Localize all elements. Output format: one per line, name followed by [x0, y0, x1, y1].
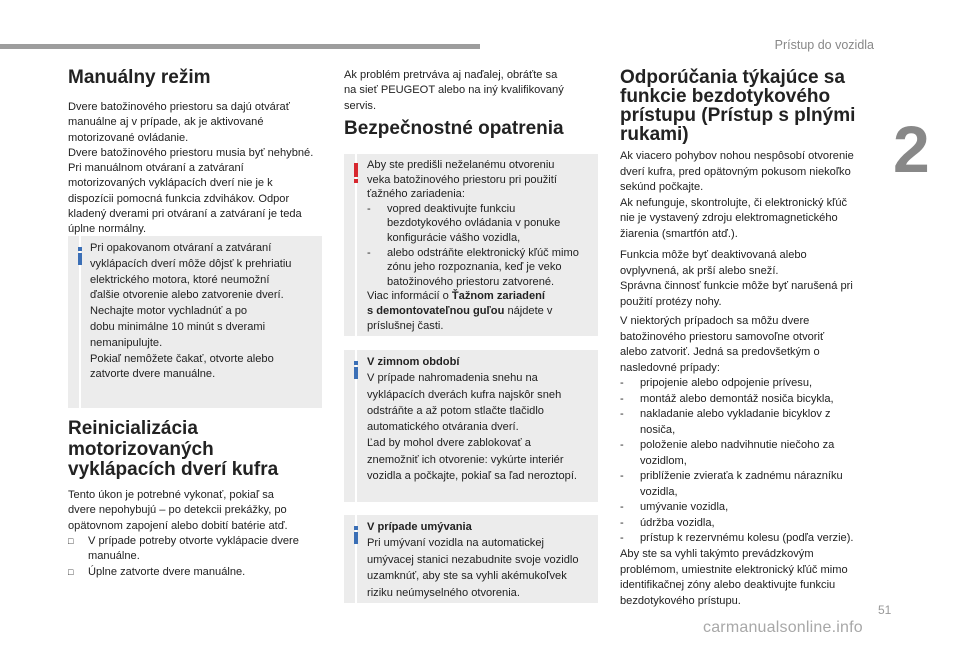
text-line: Nechajte motor vychladnúť a po [90, 305, 248, 318]
info-icon [77, 247, 83, 265]
text-line: vyklápacích dverí kufra [68, 459, 279, 481]
recommend-text-1 [620, 149, 882, 242]
info-icon [353, 526, 359, 544]
text-line: Tento úkon je potrebné vykonať, pokiaľ sa [68, 489, 274, 501]
text-line: Pri manuálnom otváraní a zatváraní [68, 162, 244, 175]
contact-text [344, 68, 598, 114]
winter-title: V zimnom období [367, 356, 460, 368]
list-marker: - [367, 202, 371, 215]
reinit-bullets [68, 534, 330, 580]
list-marker: - [367, 246, 371, 259]
text-line: sekúnd počkajte. [620, 181, 704, 193]
text-line: funkcie bezdotykového [620, 86, 831, 107]
warning-box-towbar [344, 154, 598, 336]
text-line: manuálne aj v prípade, ak je aktivované [68, 116, 264, 129]
text-line: motorizované ovládanie. [68, 131, 189, 144]
wash-title: V prípade umývania [367, 521, 472, 533]
text-line: umývacej stanici nezabudnite svoje vozidlo [367, 553, 579, 566]
text-line: veka batožinového priestoru pri použití [367, 173, 557, 186]
recommend-list [620, 376, 882, 547]
text-line: Pri opakovanom otváraní a zatváraní [90, 242, 272, 254]
watermark: carmanualsonline.info [703, 619, 863, 636]
recommend-text-4 [620, 547, 882, 609]
list-item-line: pripojenie alebo odpojenie prívesu, [640, 377, 813, 389]
list-item [620, 407, 882, 438]
text-line: alebo zatvoriť. Jedná sa predovšetkým o [620, 346, 820, 358]
text-line: uzamknúť, aby ste sa vyhli akémukoľvek [367, 570, 567, 583]
list-item-line: V prípade potreby otvorte vyklápacie dvere [88, 535, 299, 547]
text-line: Ak viacero pohybov nohou nespôsobí otvorenie [620, 150, 854, 162]
list-item [620, 438, 882, 469]
text-line: Dvere batožinového priestoru sa dajú otvárať [68, 101, 290, 113]
text-line: použití protézy nohy. [620, 295, 722, 308]
list-item-line: údržba vozidla, [640, 516, 715, 529]
list-marker: - [620, 516, 624, 529]
text-line: motorizovaných [68, 438, 214, 460]
list-item [68, 565, 330, 580]
text-line: servis. [344, 99, 377, 112]
list-item [68, 534, 330, 565]
text-line: dobu minimálne 10 minút s dverami [90, 320, 266, 333]
winter-text [367, 370, 595, 484]
text-line: dverí kufra, pred opätovným pokusom niekoľko [620, 165, 851, 178]
info-icon [353, 361, 359, 379]
heading-recommendations [620, 68, 855, 144]
text-line: motorizovaných vyklápacích dverí nie je k [68, 177, 273, 190]
list-item [367, 246, 595, 290]
list-marker: - [620, 392, 624, 405]
text-line: ovplyvnená, ak prší alebo sneží. [620, 264, 779, 277]
text-line: Odporúčania týkajúce sa [620, 67, 845, 88]
text-line: Pri umývaní vozidla na automatickej [367, 537, 544, 550]
text-line: V niektorých prípadoch sa môžu dvere [620, 315, 810, 327]
text-line: nemanipulujte. [90, 336, 163, 349]
text-line: úplne normálny. [68, 223, 147, 236]
list-item-line: umývanie vozidla, [640, 501, 729, 513]
text-line: prístupu (Prístup s plnými [620, 105, 856, 126]
text-line: vyklápacích dverí môže dôjsť k prehriatiu [90, 257, 292, 270]
reinit-text [68, 488, 330, 534]
text-line: Ak problém pretrváva aj naďalej, obráťte sa [344, 69, 558, 81]
list-item [620, 392, 882, 408]
list-item [620, 469, 882, 500]
wash-text [367, 535, 595, 601]
list-item-line: montáž alebo demontáž nosiča bicykla, [640, 392, 834, 405]
text-line: automatického otvárania dverí. [367, 421, 519, 434]
text-line: opätovnom zapojení alebo dobití batérie atď. [68, 519, 288, 532]
list-item-line: bezdotykového ovládania v ponuke [387, 217, 561, 230]
list-item-line: vopred deaktivujte funkciu [387, 202, 516, 215]
text-line: ťažného zariadenia: [367, 188, 465, 201]
list-marker: - [620, 532, 624, 544]
heading-manual-mode: Manuálny režim [68, 67, 211, 88]
text-line: Ak nefunguje, skontrolujte, či elektronický kľúč [620, 196, 848, 209]
text-line: nasledovné prípady: [620, 361, 720, 374]
recommend-text-2 [620, 248, 882, 310]
text-line: riziku neúmyselného otvorenia. [367, 586, 520, 599]
list-marker: - [620, 377, 624, 389]
list-item [367, 202, 595, 246]
text-line: na sieť PEUGEOT alebo na iný kvalifikovaný [344, 84, 564, 97]
text-line: žiarenia (smartfón atď.). [620, 227, 738, 240]
text-line: ďalšie otvorenie alebo zatvorenie dverí. [90, 289, 284, 302]
text-line: identifikačnej zóny alebo deaktivujte funkciu [620, 579, 836, 591]
text-line: rukami) [620, 124, 689, 145]
warning-towbar-text: Aby ste predišli neželanému otvoreniu veka batožinového priestoru pri použití ťažného zariadenia: - vopred deaktivujte funkciu bezdotykového ovládania v ponuke konfigurácie vášho vozidla, - alebo odstráňte elektronický kľúč mimo zónu jeho rozpoznania, keď je veko batožinového priestoru zatvorené. Viac informácií o Ťažnom zariadení s demontovateľnou guľou nájdete v príslušnej časti. [367, 158, 595, 333]
list-item-line: nosiča, [640, 423, 676, 436]
page-number: 51 [878, 603, 892, 617]
top-rule [0, 44, 480, 49]
text-line: zatvorte dvere manuálne. [90, 368, 216, 381]
warning-icon [353, 163, 359, 183]
list-item [620, 516, 882, 532]
list-item-line: vozidla, [640, 485, 678, 498]
recommend-text-3 [620, 314, 882, 376]
text-line: vyklápacích dverách kufra najskôr sneh [367, 388, 562, 401]
list-marker: - [620, 501, 624, 513]
list-item-line: položenie alebo nadvihnutie niečoho za [640, 439, 835, 451]
list-item-line: manuálne. [88, 550, 140, 563]
list-item-line: priblíženie zvieraťa k zadnému nárazníku [640, 470, 843, 482]
info-box-wash [344, 515, 598, 603]
text-line: Funkcia môže byť deaktivovaná alebo [620, 249, 807, 261]
text-line: problémom, umiestnite elektronický kľúč mimo [620, 563, 848, 576]
list-item-line: batožinového priestoru zatvorené. [387, 275, 555, 288]
text-line: dispozícii pomocná funkcia zdvihákov. Odpor [68, 192, 290, 205]
list-marker: - [620, 439, 624, 451]
text-line: bezdotykového prístupu. [620, 594, 741, 607]
text-line: Reinicializácia [68, 418, 198, 439]
text-line: odstráňte a až potom stlačte tlačidlo [367, 404, 544, 417]
text-line: znemožniť ich otvorenie: vykúrte interiér [367, 453, 564, 466]
list-marker: □ [68, 566, 74, 577]
text-line: elektrického motora, ktoré neumožní [90, 273, 270, 286]
text-line: Ľad by mohol dvere zablokovať a [367, 437, 531, 450]
text-line: Pokiaľ nemôžete čakať, otvorte alebo [90, 352, 274, 365]
text-line: kladený dverami pri otváraní a zatváraní je teda [68, 208, 302, 221]
list-item-line: zónu jeho rozpoznania, keď je veko [387, 261, 562, 274]
running-header: Prístup do vozidla [774, 38, 874, 52]
chapter-number: 2 [893, 112, 930, 186]
list-item-line: konfigurácie vášho vozidla, [387, 231, 521, 244]
text-line: batožinového priestoru samovoľne otvoriť [620, 330, 825, 343]
info-overheat-text [90, 241, 318, 383]
text-line: Aby ste sa vyhli takýmto prevádzkovým [620, 548, 814, 560]
info-box-overheat [68, 236, 322, 408]
heading-safety: Bezpečnostné opatrenia [344, 118, 564, 139]
info-box-winter [344, 350, 598, 502]
list-item-line: nakladanie alebo vykladanie bicyklov z [640, 408, 831, 420]
heading-reinit [68, 419, 278, 481]
text-line: Dvere batožinového priestoru musia byť nehybné. [68, 146, 314, 159]
text-line: Správna činnosť funkcie môže byť narušená pri [620, 280, 853, 292]
text-line: Aby ste predišli neželanému otvoreniu [367, 159, 555, 171]
list-item [620, 376, 882, 392]
text-line: V prípade nahromadenia snehu na [367, 372, 538, 385]
list-marker: - [620, 408, 624, 420]
list-item-line: Úplne zatvorte dvere manuálne. [88, 565, 246, 578]
text-line: nie je vystavený zdroju elektromagnetického [620, 212, 838, 224]
list-item [620, 500, 882, 516]
list-marker: □ [68, 536, 74, 546]
text-line: dvere nepohybujú – po detekcii prekážky, po [68, 504, 287, 517]
list-item-line: prístup k rezervnému kolesu (podľa verzie). [640, 532, 854, 544]
manual-mode-text [68, 100, 330, 238]
text-line: vozidla a počkajte, pokiaľ sa ľad neroztopí. [367, 470, 577, 483]
list-item [620, 531, 882, 547]
list-marker: - [620, 470, 624, 482]
list-item-line: vozidlom, [640, 454, 687, 467]
list-item-line: alebo odstráňte elektronický kľúč mimo [387, 246, 579, 259]
